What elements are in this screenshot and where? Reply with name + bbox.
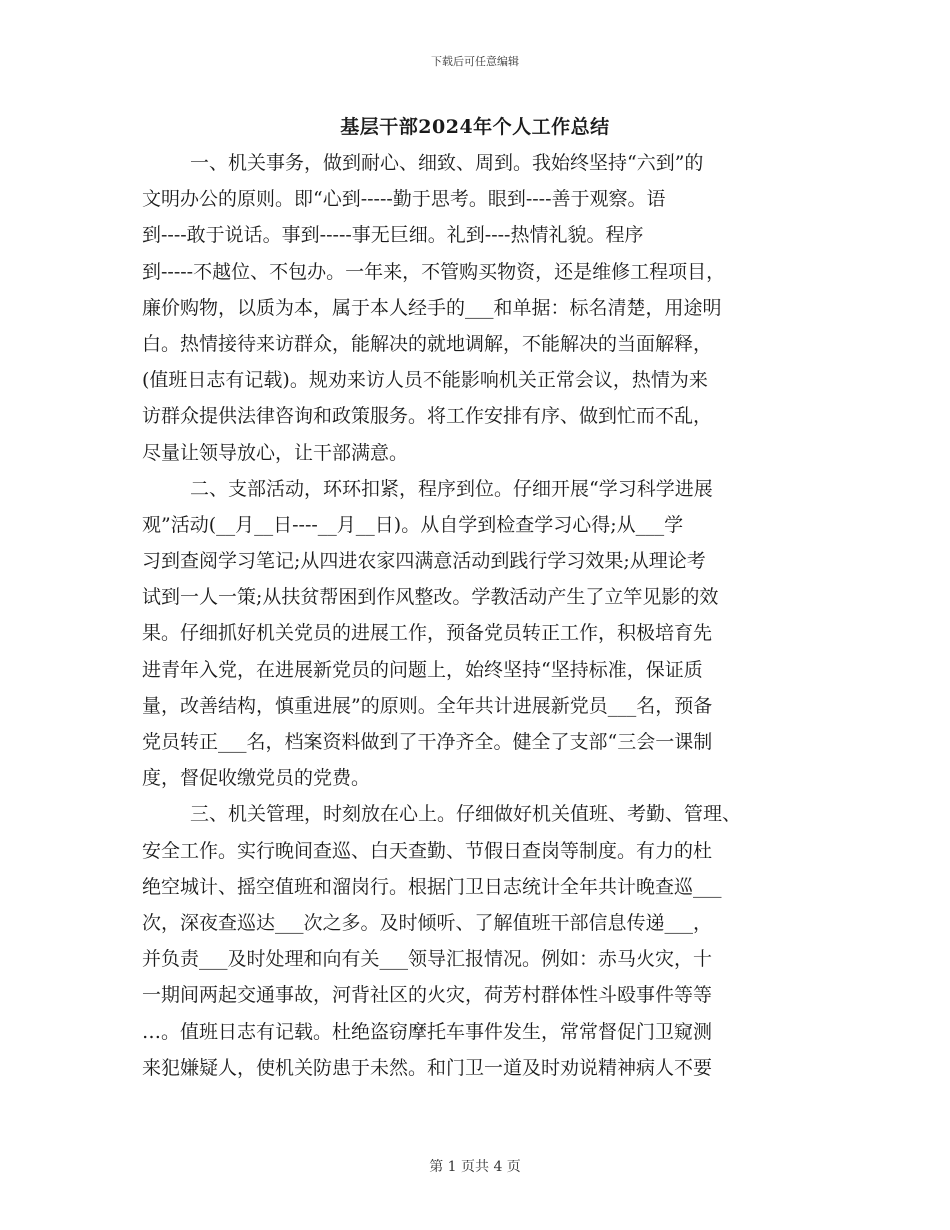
body-line: 党员转正___名，档案资料做到了干净齐全。健全了支部“三会一课制	[142, 731, 713, 753]
body-line: (值班日志有记载)。规劝来访人员不能影响机关正常会议，热情为来	[142, 369, 708, 392]
body-line: 观”活动(__月__日----__月__日)。从自学到检查学习心得;从___学	[142, 513, 684, 536]
body-line: 并负责___及时处理和向有关___领导汇报情况。例如：赤马火灾，十	[142, 948, 713, 971]
body-line: 三、机关管理，时刻放在心上。仔细做好机关值班、考勤、管理、	[190, 803, 742, 826]
page-footer: 第 1 页共 4 页	[429, 1159, 521, 1175]
body-line: 度，督促收缴党员的党费。	[142, 767, 371, 790]
body-line: 一、机关事务，做到耐心、细致、周到。我始终坚持“六到”的	[190, 152, 704, 174]
body-line: 廉价购物，以质为本，属于本人经手的___和单据：标名清楚，用途明	[142, 296, 722, 319]
body-line: 量，改善结构，慎重进展”的原则。全年共计进展新党员___名，预备	[142, 694, 713, 717]
header-note: 下载后可任意编辑	[431, 55, 519, 68]
body-line: 访群众提供法律咨询和政策服务。将工作安排有序、做到忙而不乱，	[142, 405, 713, 428]
body-line: 来犯嫌疑人，使机关防患于未然。和门卫一道及时劝说精神病人不要	[142, 1056, 713, 1079]
body-line: 文明办公的原则。即“心到-----勤于思考。眼到----善于观察。语	[142, 188, 666, 211]
body-line: 到-----不越位、不包办。一年来，不管购买物资，还是维修工程项目，	[142, 260, 726, 283]
document-body	[142, 145, 812, 1086]
body-line: …。值班日志有记载。杜绝盗窃摩托车事件发生，常常督促门卫窥测	[142, 1020, 713, 1043]
body-line: 绝空城计、摇空值班和溜岗行。根据门卫日志统计全年共计晚查巡___	[142, 875, 722, 898]
body-line: 到----敢于说话。事到-----事无巨细。礼到----热情礼貌。程序	[142, 224, 644, 247]
body-line: 习到查阅学习笔记;从四进农家四满意活动到践行学习效果;从理论考	[142, 550, 706, 573]
body-line: 试到一人一策;从扶贫帮困到作风整改。学教活动产生了立竿见影的效	[142, 586, 719, 609]
body-line: 尽量让领导放心，让干部满意。	[142, 441, 409, 464]
document-title: 基层干部2024年个人工作总结	[340, 116, 610, 138]
body-line: 安全工作。实行晚间查巡、白天查勤、节假日查岗等制度。有力的杜	[142, 839, 713, 862]
body-line: 进青年入党，在进展新党员的问题上，始终坚持“坚持标准，保证质	[142, 658, 703, 681]
body-line: 次，深夜查巡达___次之多。及时倾听、了解值班干部信息传递___，	[142, 911, 713, 934]
body-line: 果。仔细抓好机关党员的进展工作，预备党员转正工作，积极培育先	[142, 622, 713, 645]
body-line: 一期间两起交通事故，河背社区的火灾，荷芳村群体性斗殴事件等等	[142, 984, 713, 1007]
body-line: 白。热情接待来访群众，能解决的就地调解，不能解决的当面解释，	[142, 332, 713, 355]
body-line: 二、支部活动，环环扣紧，程序到位。仔细开展“学习科学进展	[190, 477, 713, 500]
